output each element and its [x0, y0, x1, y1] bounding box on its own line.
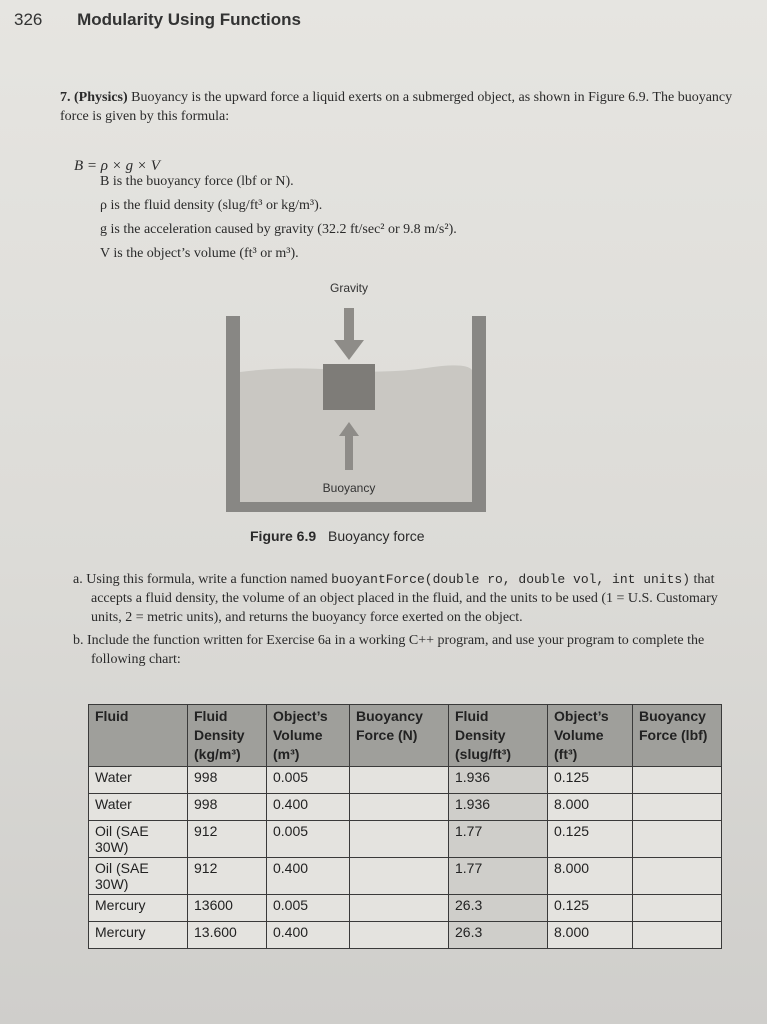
- cell-fluid: Water: [89, 767, 188, 794]
- cell-density-us: 26.3: [449, 895, 548, 922]
- cell-force-metric: [350, 821, 449, 858]
- table-row: [89, 858, 722, 895]
- submerged-object: [323, 364, 375, 410]
- definition-b: B is the buoyancy force (lbf or N).: [100, 174, 294, 189]
- cell-volume-us: 8.000: [548, 794, 633, 821]
- cell-density-us: 1.936: [449, 794, 548, 821]
- cell-force-us: [633, 858, 722, 895]
- page-number: 326: [14, 10, 43, 29]
- cell-density-metric: 13.600: [188, 922, 267, 949]
- header-volume-us: Object’s Volume (ft³): [548, 705, 633, 767]
- cell-density-us: 26.3: [449, 922, 548, 949]
- gravity-label: Gravity: [329, 281, 369, 295]
- definition-rho: ρ is the fluid density (slug/ft³ or kg/m³).: [100, 198, 323, 213]
- cell-fluid: Mercury: [89, 895, 188, 922]
- table-row: [89, 794, 722, 821]
- part-a-text-1: Using this formula, write a function named: [86, 572, 328, 587]
- cell-fluid: Water: [89, 794, 188, 821]
- table-header-row: [89, 705, 722, 767]
- header-density-us: Fluid Density (slug/ft³): [449, 705, 548, 767]
- problem-text: Buoyancy is the upward force a liquid exerts on a submerged object, as shown in Figure 6.9. The buoyancy force is given by this formula:: [60, 90, 733, 124]
- figure-caption-text: Buoyancy force: [328, 528, 425, 544]
- part-b-label: b.: [73, 633, 84, 648]
- cell-force-metric: [350, 922, 449, 949]
- cell-fluid: Mercury: [89, 922, 188, 949]
- table-row: [89, 922, 722, 949]
- header-force-metric: Buoyancy Force (N): [350, 705, 449, 767]
- buoyancy-figure: [226, 280, 486, 520]
- cell-density-us: 1.77: [449, 821, 548, 858]
- figure-caption: [250, 528, 425, 544]
- buoyancy-arrow-shaft: [345, 436, 353, 470]
- cell-density-us: 1.936: [449, 767, 548, 794]
- problem-tag: (Physics): [74, 90, 128, 105]
- cell-volume-us: 0.125: [548, 821, 633, 858]
- gravity-arrow-head: [334, 340, 364, 360]
- problem-number: 7.: [60, 90, 71, 105]
- header-force-us: Buoyancy Force (lbf): [633, 705, 722, 767]
- cell-volume-metric: 0.005: [267, 895, 350, 922]
- cell-volume-metric: 0.400: [267, 922, 350, 949]
- cell-force-us: [633, 794, 722, 821]
- cell-volume-metric: 0.400: [267, 794, 350, 821]
- cell-volume-metric: 0.005: [267, 767, 350, 794]
- cell-volume-us: 0.125: [548, 895, 633, 922]
- cell-fluid: Oil (SAE 30W): [89, 821, 188, 858]
- cell-force-us: [633, 767, 722, 794]
- cell-density-metric: 912: [188, 858, 267, 895]
- cell-density-metric: 998: [188, 794, 267, 821]
- cell-force-us: [633, 922, 722, 949]
- cell-volume-metric: 0.400: [267, 858, 350, 895]
- part-b: [73, 631, 738, 669]
- part-a-code: buoyantForce(double ro, double vol, int units): [331, 572, 691, 587]
- cell-volume-us: 8.000: [548, 922, 633, 949]
- part-b-text: Include the function written for Exercise 6a in a working C++ program, and use your program to complete the following chart:: [87, 633, 705, 667]
- cell-force-metric: [350, 858, 449, 895]
- tank-left-wall: [226, 316, 240, 512]
- part-a: [73, 570, 738, 627]
- variable-definitions: [100, 170, 457, 266]
- tank-bottom: [226, 502, 486, 512]
- cell-force-metric: [350, 895, 449, 922]
- cell-density-metric: 998: [188, 767, 267, 794]
- part-a-label: a.: [73, 572, 83, 587]
- chapter-title: Modularity Using Functions: [77, 10, 301, 29]
- cell-density-metric: 13600: [188, 895, 267, 922]
- header-volume-metric: Object’s Volume (m³): [267, 705, 350, 767]
- exercise-parts: [73, 570, 738, 673]
- cell-force-metric: [350, 767, 449, 794]
- definition-g: g is the acceleration caused by gravity (32.2 ft/sec² or 9.8 m/s²).: [100, 222, 457, 237]
- cell-force-us: [633, 821, 722, 858]
- page-header: [14, 10, 301, 30]
- cell-volume-us: 0.125: [548, 767, 633, 794]
- table-row: [89, 767, 722, 794]
- cell-force-metric: [350, 794, 449, 821]
- buoyancy-diagram: [226, 280, 486, 520]
- table-row: [89, 895, 722, 922]
- cell-fluid: Oil (SAE 30W): [89, 858, 188, 895]
- part-a-text-2: that accepts a fluid density, the volume of an object placed in the fluid, and the units to be used (1 = U.S. Customary units, 2 = metric units), and returns the buoyancy force exerted on the object.: [91, 572, 718, 625]
- buoyancy-formula: B = ρ × g × V: [74, 158, 160, 174]
- definition-v: V is the object’s volume (ft³ or m³).: [100, 246, 299, 261]
- header-fluid: Fluid: [89, 705, 188, 767]
- problem-statement: [60, 88, 735, 126]
- header-density-metric: Fluid Density (kg/m³): [188, 705, 267, 767]
- cell-force-us: [633, 895, 722, 922]
- cell-volume-metric: 0.005: [267, 821, 350, 858]
- cell-density-metric: 912: [188, 821, 267, 858]
- figure-number: Figure 6.9: [250, 528, 317, 544]
- buoyancy-chart-table: [88, 704, 722, 949]
- buoyancy-label: Buoyancy: [322, 481, 376, 495]
- cell-density-us: 1.77: [449, 858, 548, 895]
- cell-volume-us: 8.000: [548, 858, 633, 895]
- table-row: [89, 821, 722, 858]
- tank-right-wall: [472, 316, 486, 512]
